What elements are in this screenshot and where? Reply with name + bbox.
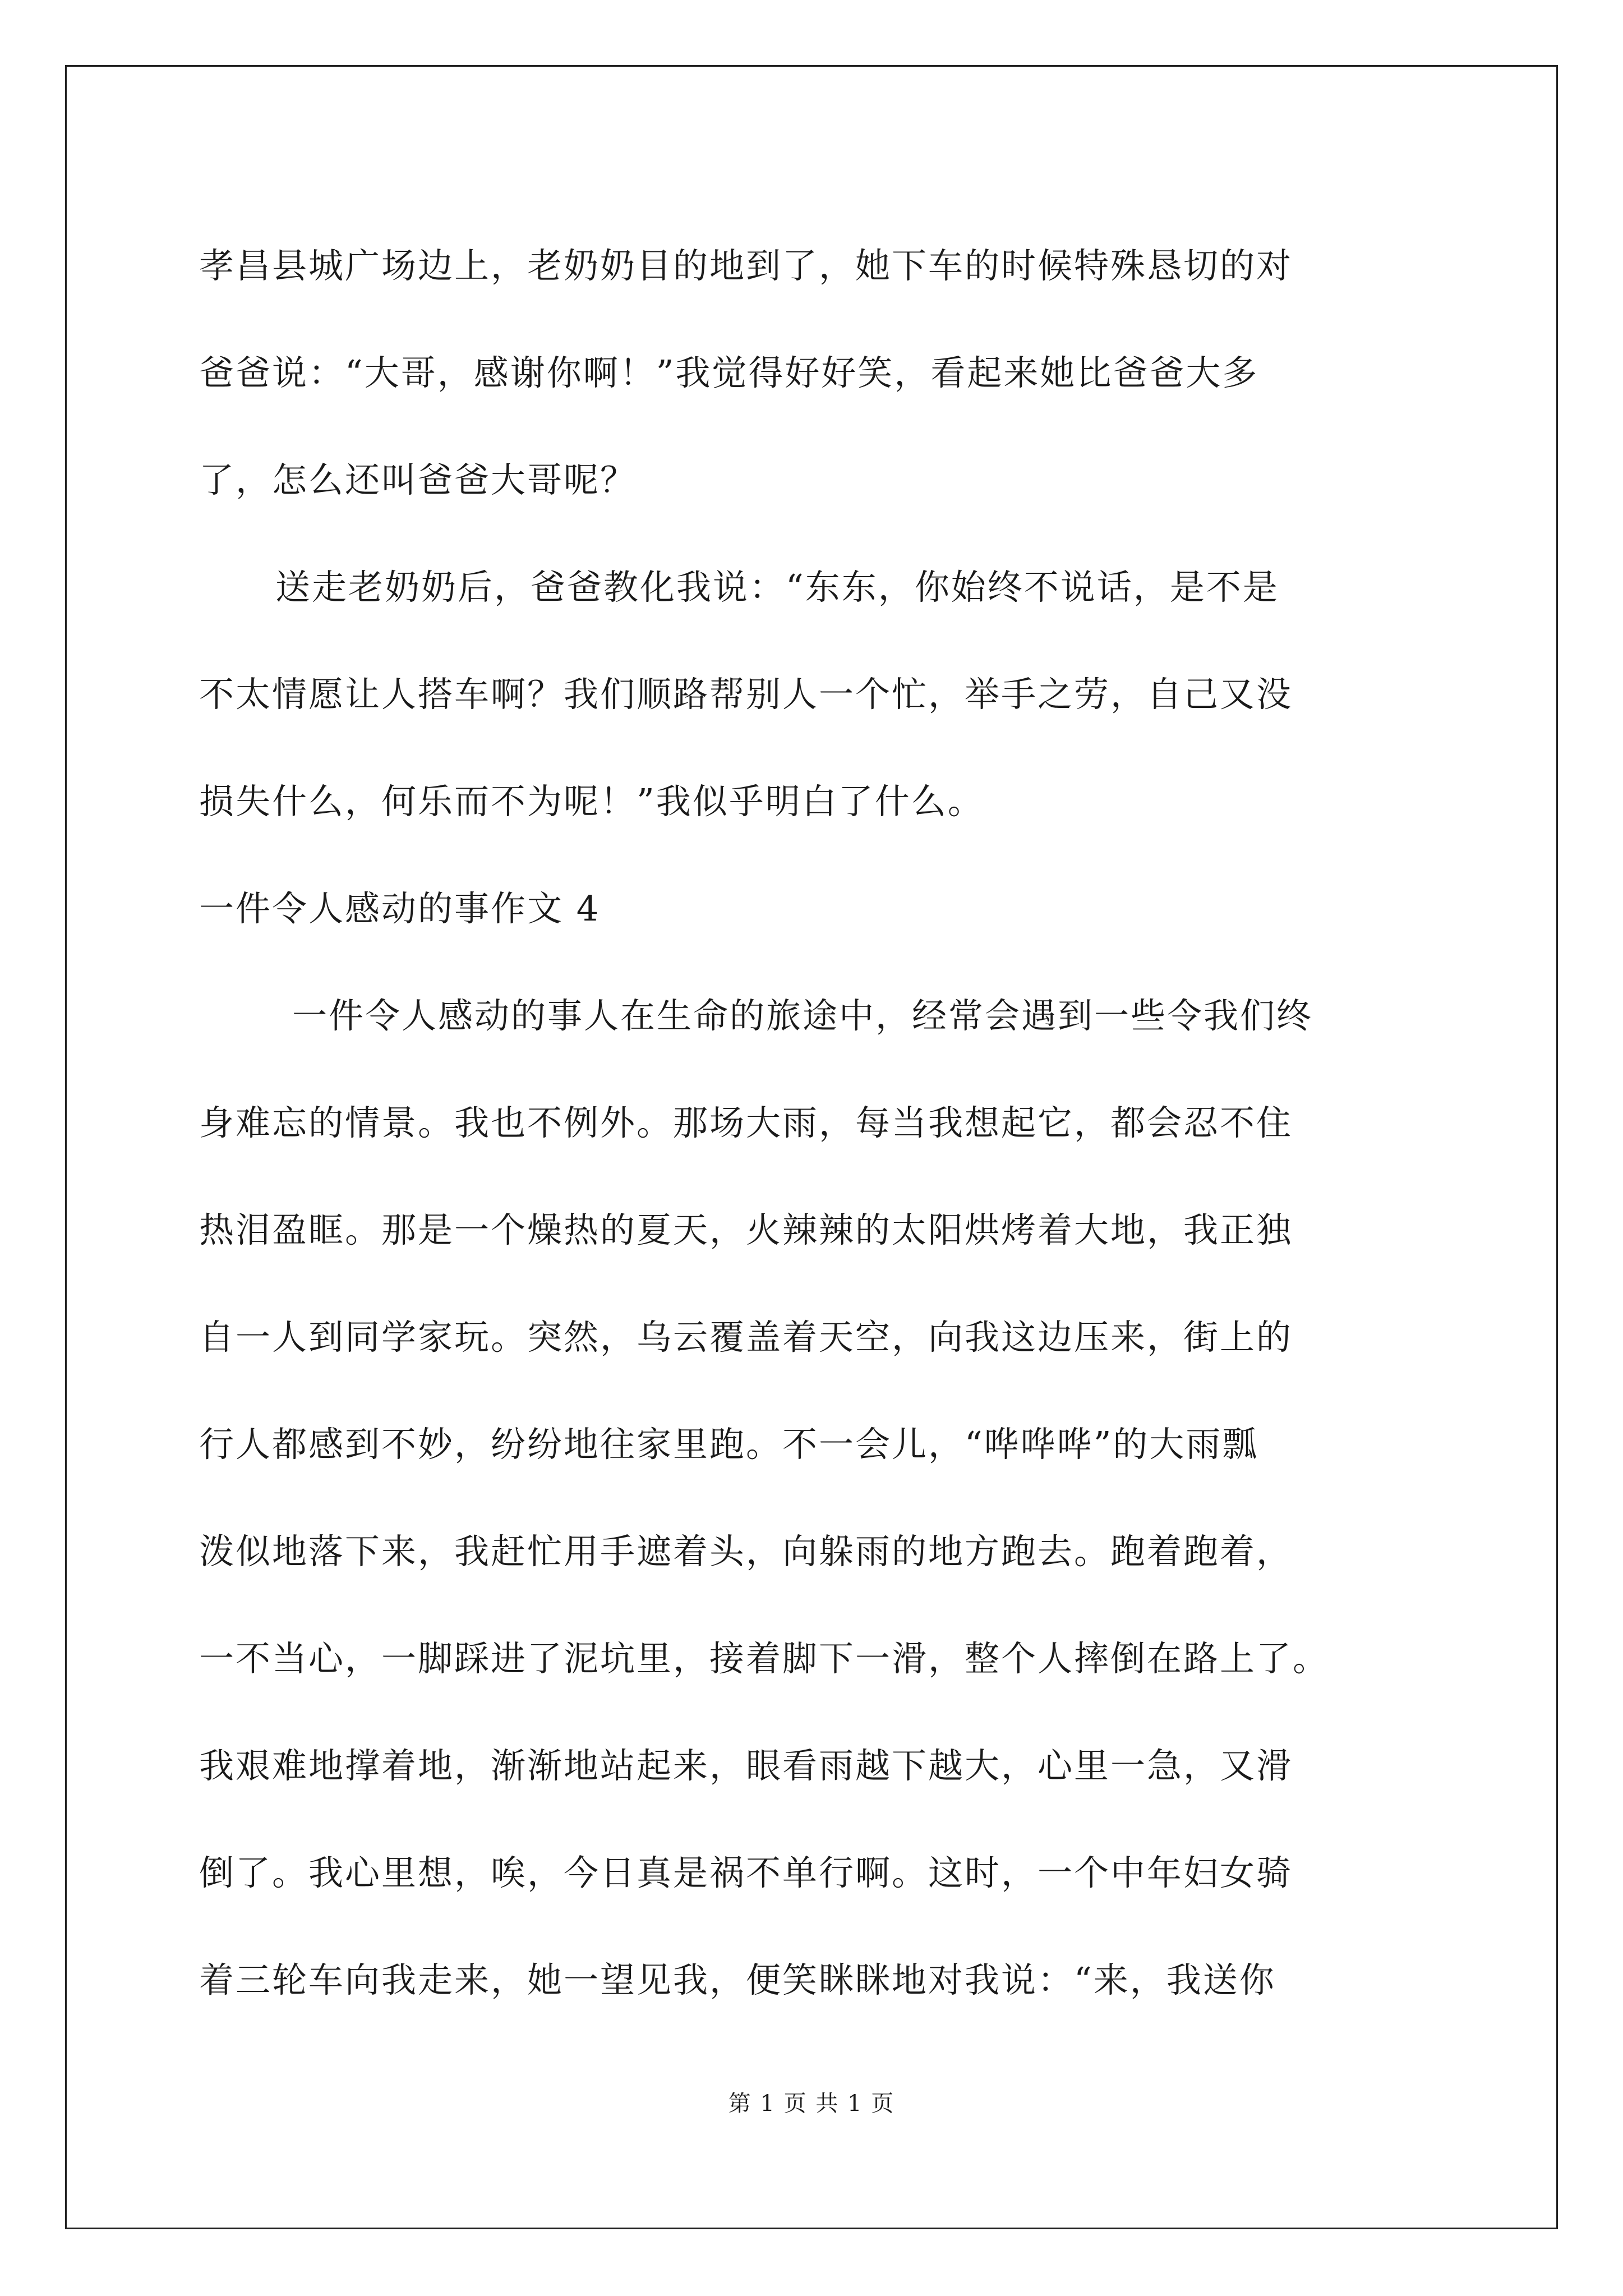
text-line: 不太情愿让人搭车啊？我们顺路帮别人一个忙，举手之劳，自己又没 [199,674,1293,715]
text-line: 自一人到同学家玩。突然，乌云覆盖着天空，向我这边压来，街上的 [199,1317,1293,1358]
text-line: 倒了。我心里想，唉，今日真是祸不单行啊。这时，一个中年妇女骑 [199,1852,1293,1893]
paragraph-start-line: 一件令人感动的事人在生命的旅途中，经常会遇到一些令我们终 [292,995,1313,1036]
section-heading: 一件令人感动的事作文 4 [199,888,601,929]
paragraph-start-line: 送走老奶奶后，爸爸教化我说：“东东，你始终不说话，是不是 [275,567,1279,608]
text-line: 孝昌县城广场边上，老奶奶目的地到了，她下车的时候特殊恳切的对 [199,245,1293,286]
text-line: 身难忘的情景。我也不例外。那场大雨，每当我想起它，都会忍不住 [199,1102,1293,1143]
text-line: 爸爸说：“大哥，感谢你啊！”我觉得好好笑，看起来她比爸爸大多 [199,352,1259,393]
text-line: 一不当心，一脚踩进了泥坑里，接着脚下一滑，整个人摔倒在路上了。 [199,1638,1330,1679]
text-line: 我艰难地撑着地，渐渐地站起来，眼看雨越下越大，心里一急，又滑 [199,1745,1293,1786]
text-line: 损失什么，何乐而不为呢！”我似乎明白了什么。 [199,781,984,822]
text-line: 热泪盈眶。那是一个燥热的夏天，火辣辣的太阳烘烤着大地，我正独 [199,1209,1293,1250]
text-line: 着三轮车向我走来，她一望见我，便笑眯眯地对我说：“来，我送你 [199,1959,1276,2000]
text-line: 泼似地落下来，我赶忙用手遮着头，向躲雨的地方跑去。跑着跑着， [199,1531,1293,1572]
page-number-footer: 第 1 页 共 1 页 [728,2091,895,2116]
document-body [199,212,1455,2033]
text-line: 行人都感到不妙，纷纷地往家里跑。不一会儿，“哗哗哗”的大雨瓢 [199,1424,1259,1465]
text-line: 了，怎么还叫爸爸大哥呢？ [199,459,637,500]
